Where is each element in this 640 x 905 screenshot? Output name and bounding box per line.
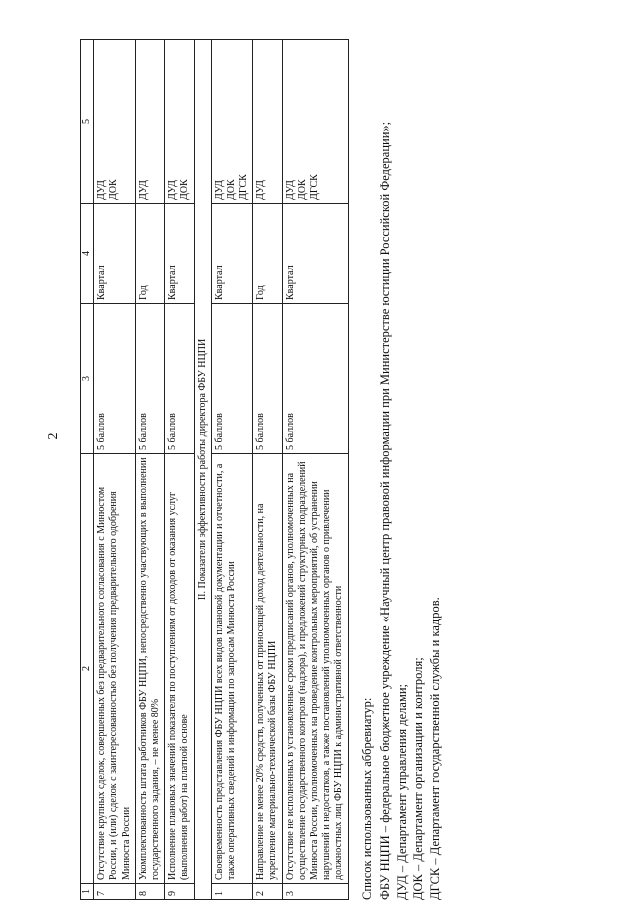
abbreviation-item: ДГСК – Департамент государственной службы и кадров. [427, 597, 442, 900]
department-code: ДГСК [238, 174, 250, 200]
indicator-period: Год [135, 204, 164, 304]
abbreviation-list-title: Список использованных аббревиатур: [359, 697, 374, 900]
indicator-score: 5 баллов [135, 304, 164, 454]
column-header: 3 [81, 304, 94, 454]
table-row [211, 40, 253, 900]
table-row [94, 40, 136, 900]
responsible-departments [165, 40, 194, 204]
row-number: 8 [135, 884, 164, 900]
abbreviation-item: ФБУ НЦПИ – федеральное бюджетное учреждение «Научный центр правовой информации при Министерстве юстиции Российской Федерации»; [378, 121, 393, 900]
row-number: 1 [211, 884, 253, 900]
department-code: ДУД [137, 180, 149, 200]
indicator-period: Год [253, 204, 282, 304]
department-code: ДОК [179, 179, 191, 200]
department-code: ДУД [167, 180, 179, 200]
column-header: 1 [81, 884, 94, 900]
indicator-score: 5 баллов [282, 304, 348, 454]
indicator-period: Квартал [211, 204, 253, 304]
indicator-score: 5 баллов [211, 304, 253, 454]
indicator-period: Квартал [282, 204, 348, 304]
responsible-departments [282, 40, 348, 204]
indicator-text: Исполнение плановых значений показателя по поступлениям от доходов от оказания услуг (выполнения работ) на платной основе [165, 454, 194, 884]
column-header: 5 [81, 40, 94, 204]
column-header: 4 [81, 204, 94, 304]
row-number: 2 [253, 884, 282, 900]
table-row [253, 40, 282, 900]
table-row [165, 40, 194, 900]
rotated-page-content [80, 40, 520, 900]
department-code: ДУД [213, 180, 225, 200]
responsible-departments [253, 40, 282, 204]
section-row [194, 40, 211, 900]
indicator-text: Отсутствие не исполненных в установленные сроки предписаний органов, уполномоченных на осуществление государственного контроля (надзора), и предложений структурных подразделений Минюста России, уполномоченных на проведение контрольных мероприятий, об устранении нарушений и недостатков, а также постановлений уполномоченных органов о привлечении должностных лиц ФБУ НЦПИ к административной ответственности [282, 454, 348, 884]
table-row [135, 40, 164, 900]
abbreviation-item: ДУД – Департамент управления делами; [394, 683, 409, 900]
indicator-text: Направление не менее 20% средств, полученных от приносящей доход деятельности, на укрепление материально-технической базы ФБУ НЦПИ [253, 454, 282, 884]
section-title: II. Показатели эффективности работы директора ФБУ НЦПИ [194, 40, 211, 900]
table-header-row [81, 40, 94, 900]
department-code: ДУД [96, 180, 108, 200]
department-code: ДОК [225, 179, 237, 200]
indicator-score: 5 баллов [253, 304, 282, 454]
abbreviation-item: ДОК – Департамент организации и контроля; [411, 657, 426, 900]
indicator-score: 5 баллов [94, 304, 136, 454]
table-row [282, 40, 348, 900]
abbreviation-list [359, 40, 444, 900]
department-code: ДГСК [309, 174, 320, 200]
department-code: ДУД [284, 180, 296, 200]
indicator-text: Отсутствие крупных сделок, совершенных без предварительного согласования с Минюстом России, и (или) сделок с заинтересованностью без получения предварительного одобрения Минюста России [94, 454, 136, 884]
responsible-departments [135, 40, 164, 204]
indicator-text: Своевременность представления ФБУ НЦПИ всех видов плановой документации и отчетности, а также оперативных сведений и информации по запросам Минюста России [211, 454, 253, 884]
column-header: 2 [81, 454, 94, 884]
department-code: ДОК [108, 179, 120, 200]
responsible-departments [211, 40, 253, 204]
indicator-text: Укомплектованность штата работников ФБУ НЦПИ, непосредственно участвующих в выполнении государственного задания, – не менее 80% [135, 454, 164, 884]
responsible-departments [94, 40, 136, 204]
page-number: 2 [46, 432, 61, 440]
indicator-period: Квартал [165, 204, 194, 304]
row-number: 7 [94, 884, 136, 900]
row-number: 3 [282, 884, 348, 900]
department-code: ДУД [255, 180, 267, 200]
indicators-table [80, 39, 349, 900]
row-number: 9 [165, 884, 194, 900]
department-code: ДОК [296, 179, 308, 200]
indicator-period: Квартал [94, 204, 136, 304]
indicator-score: 5 баллов [165, 304, 194, 454]
